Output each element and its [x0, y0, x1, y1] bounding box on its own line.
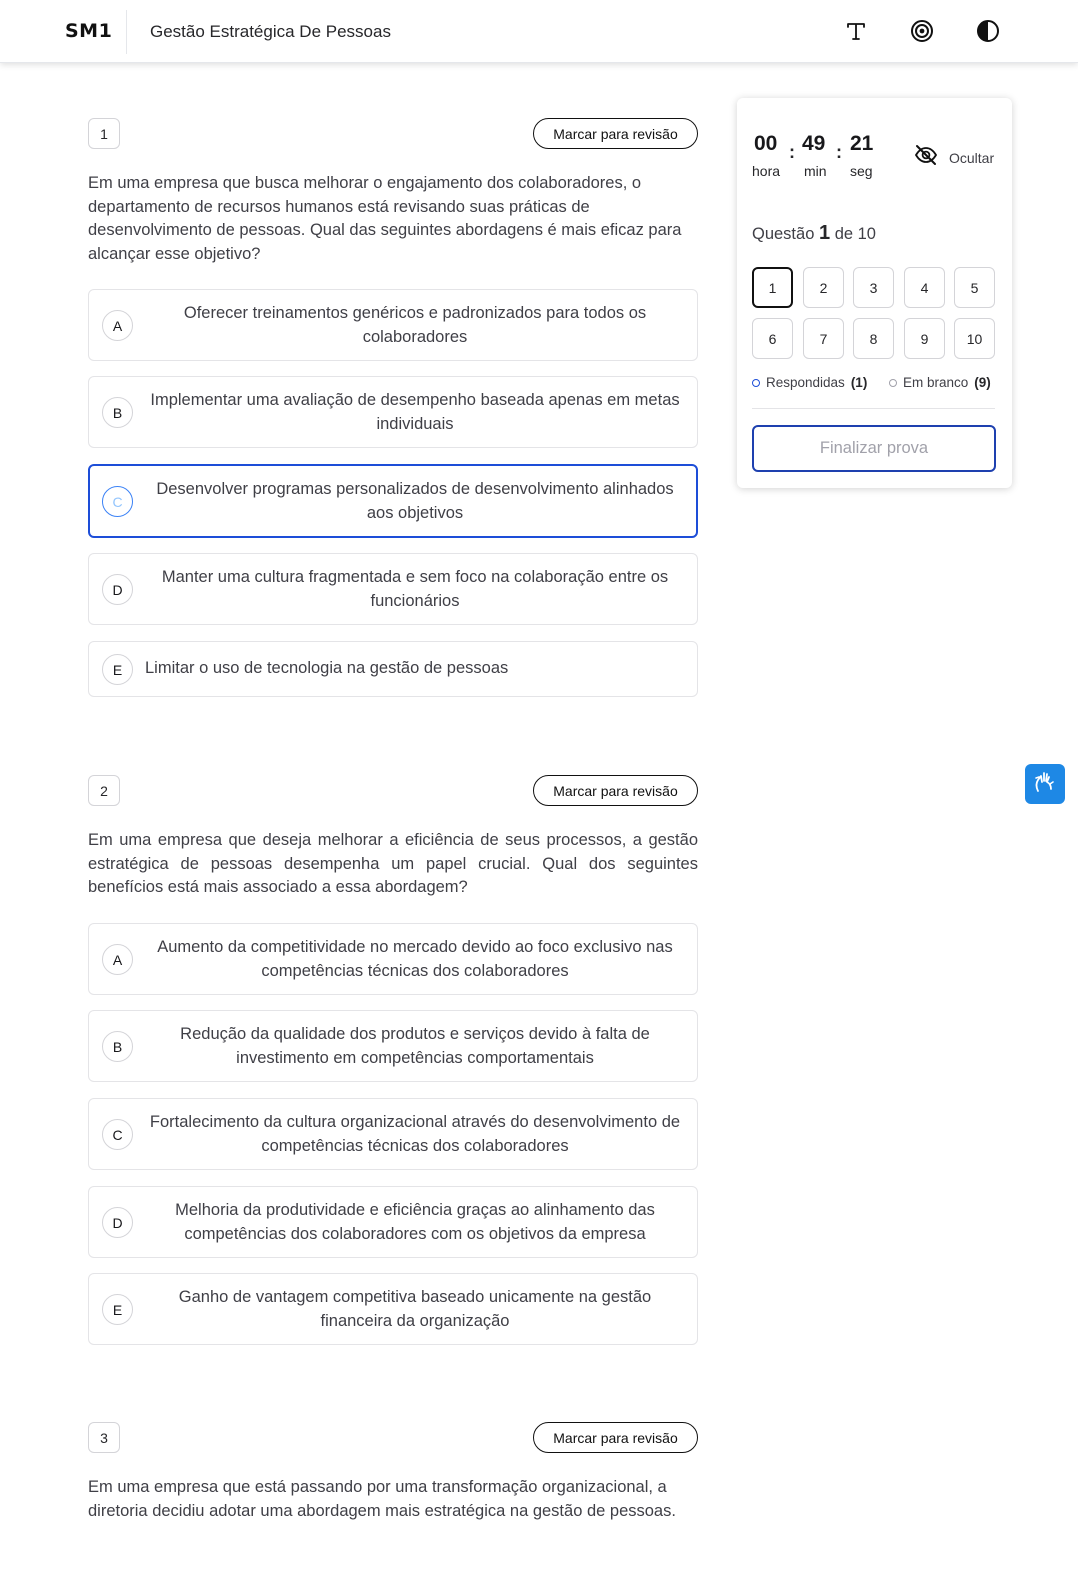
header-divider: [126, 10, 127, 54]
blank-dot-icon: [889, 379, 897, 387]
divider: [752, 408, 995, 409]
logo[interactable]: SM1: [65, 20, 113, 42]
timer-colon: :: [789, 142, 795, 162]
option-a[interactable]: [88, 923, 698, 995]
current-question-number: 1: [818, 222, 831, 244]
timer-hours-label: hora: [752, 163, 781, 179]
sign-language-button[interactable]: [1025, 764, 1065, 804]
answered-count: (1): [850, 375, 868, 390]
option-d[interactable]: [88, 1186, 698, 1258]
text-size-icon[interactable]: [841, 16, 871, 46]
question-stem: Em uma empresa que deseja melhorar a eficiência de seus processos, a gestão estratégica de pessoas desempenha um papel crucial. Qual dos seguintes benefícios está mais associado a essa abordagem?: [88, 831, 698, 896]
option-text: Oferecer treinamentos genéricos e padronizados para todos os colaboradores: [183, 304, 647, 346]
hide-label: Ocultar: [949, 149, 995, 166]
hide-timer-button[interactable]: [913, 142, 994, 173]
blank-count: (9): [974, 375, 991, 390]
timer-seconds: 21: [850, 132, 874, 155]
timer-minutes-label: min: [804, 163, 827, 179]
option-d[interactable]: [88, 553, 698, 625]
eye-off-icon: [913, 142, 939, 173]
timer-seconds-label: seg: [850, 163, 873, 179]
option-a[interactable]: [88, 289, 698, 361]
nav-question-4[interactable]: 4: [904, 267, 945, 308]
option-e[interactable]: [88, 1273, 698, 1345]
option-letter: B: [102, 1031, 133, 1062]
option-letter: C: [102, 486, 133, 517]
blank-label: Em branco: [903, 375, 969, 390]
timer-minutes: 49: [802, 132, 826, 155]
question-counter: [752, 222, 876, 245]
option-letter: A: [102, 310, 133, 341]
nav-question-1[interactable]: 1: [752, 267, 793, 308]
option-letter: C: [102, 1119, 133, 1150]
question-2: [88, 775, 698, 1345]
option-text: Manter uma cultura fragmentada e sem foco na colaboração entre os funcionários: [161, 568, 669, 610]
option-text: Redução da qualidade dos produtos e serviços devido à falta de investimento em competências comportamentais: [180, 1025, 650, 1067]
option-text: Fortalecimento da cultura organizacional através do desenvolvimento de competências técnicas dos colaboradores: [149, 1113, 681, 1155]
nav-question-6[interactable]: 6: [752, 318, 793, 359]
nav-question-10[interactable]: 10: [954, 318, 995, 359]
option-letter: B: [102, 397, 133, 428]
answered-legend: [752, 375, 867, 390]
hands-icon: [1032, 769, 1058, 800]
answered-label: Respondidas: [766, 375, 845, 390]
option-c-selected[interactable]: [88, 464, 698, 538]
question-counter-prefix: Questão: [752, 225, 815, 243]
course-title: Gestão Estratégica De Pessoas: [150, 22, 391, 41]
blank-legend: [889, 375, 991, 390]
exam-status-card: [737, 98, 1012, 488]
question-stem: Em uma empresa que está passando por uma transformação organizacional, a diretoria decidiu adotar uma abordagem mais estratégica na gestão de pessoas.: [88, 1478, 676, 1520]
option-letter: A: [102, 944, 133, 975]
top-bar: [0, 0, 1078, 63]
option-b[interactable]: [88, 1010, 698, 1082]
option-text: Ganho de vantagem competitiva baseado unicamente na gestão financeira da organização: [178, 1288, 652, 1330]
question-3: [88, 1422, 698, 1532]
nav-question-3[interactable]: 3: [853, 267, 894, 308]
option-b[interactable]: [88, 376, 698, 448]
mark-for-review-button[interactable]: Marcar para revisão: [533, 1422, 698, 1453]
option-letter: E: [102, 654, 133, 685]
option-text: Implementar uma avaliação de desempenho baseada apenas em metas individuais: [150, 391, 680, 433]
option-c[interactable]: [88, 1098, 698, 1170]
mark-for-review-button[interactable]: Marcar para revisão: [533, 775, 698, 806]
nav-question-2[interactable]: 2: [803, 267, 844, 308]
option-letter: D: [102, 574, 133, 605]
answered-dot-icon: [752, 379, 760, 387]
question-1: [88, 118, 698, 698]
question-counter-total: de 10: [834, 225, 876, 243]
mark-for-review-button[interactable]: Marcar para revisão: [533, 118, 698, 149]
question-stem: Em uma empresa que busca melhorar o engajamento dos colaboradores, o departamento de recursos humanos está revisando suas práticas de desenvolvimento de pessoas. Qual das seguintes abordagens é mais eficaz para alcançar esse objetivo?: [88, 174, 682, 263]
option-letter: E: [102, 1294, 133, 1325]
question-number: 1: [88, 118, 120, 149]
option-text: Melhoria da produtividade e eficiência graças ao alinhamento das competências dos colaboradores com os objetivos da empresa: [175, 1201, 655, 1243]
option-text: Limitar o uso de tecnologia na gestão de pessoas: [145, 659, 509, 677]
option-text: Aumento da competitividade no mercado devido ao foco exclusivo nas competências técnicas dos colaboradores: [157, 938, 673, 980]
timer-colon: :: [836, 142, 842, 162]
nav-question-8[interactable]: 8: [853, 318, 894, 359]
timer-hours: 00: [754, 132, 778, 155]
target-icon[interactable]: [907, 16, 937, 46]
option-e[interactable]: [88, 641, 698, 697]
option-letter: D: [102, 1207, 133, 1238]
finish-exam-button[interactable]: Finalizar prova: [752, 425, 996, 472]
question-number: 2: [88, 775, 120, 806]
option-text: Desenvolver programas personalizados de desenvolvimento alinhados aos objetivos: [156, 480, 674, 522]
contrast-icon[interactable]: [973, 16, 1003, 46]
nav-question-7[interactable]: 7: [803, 318, 844, 359]
question-number: 3: [88, 1422, 120, 1453]
nav-question-9[interactable]: 9: [904, 318, 945, 359]
nav-question-5[interactable]: 5: [954, 267, 995, 308]
